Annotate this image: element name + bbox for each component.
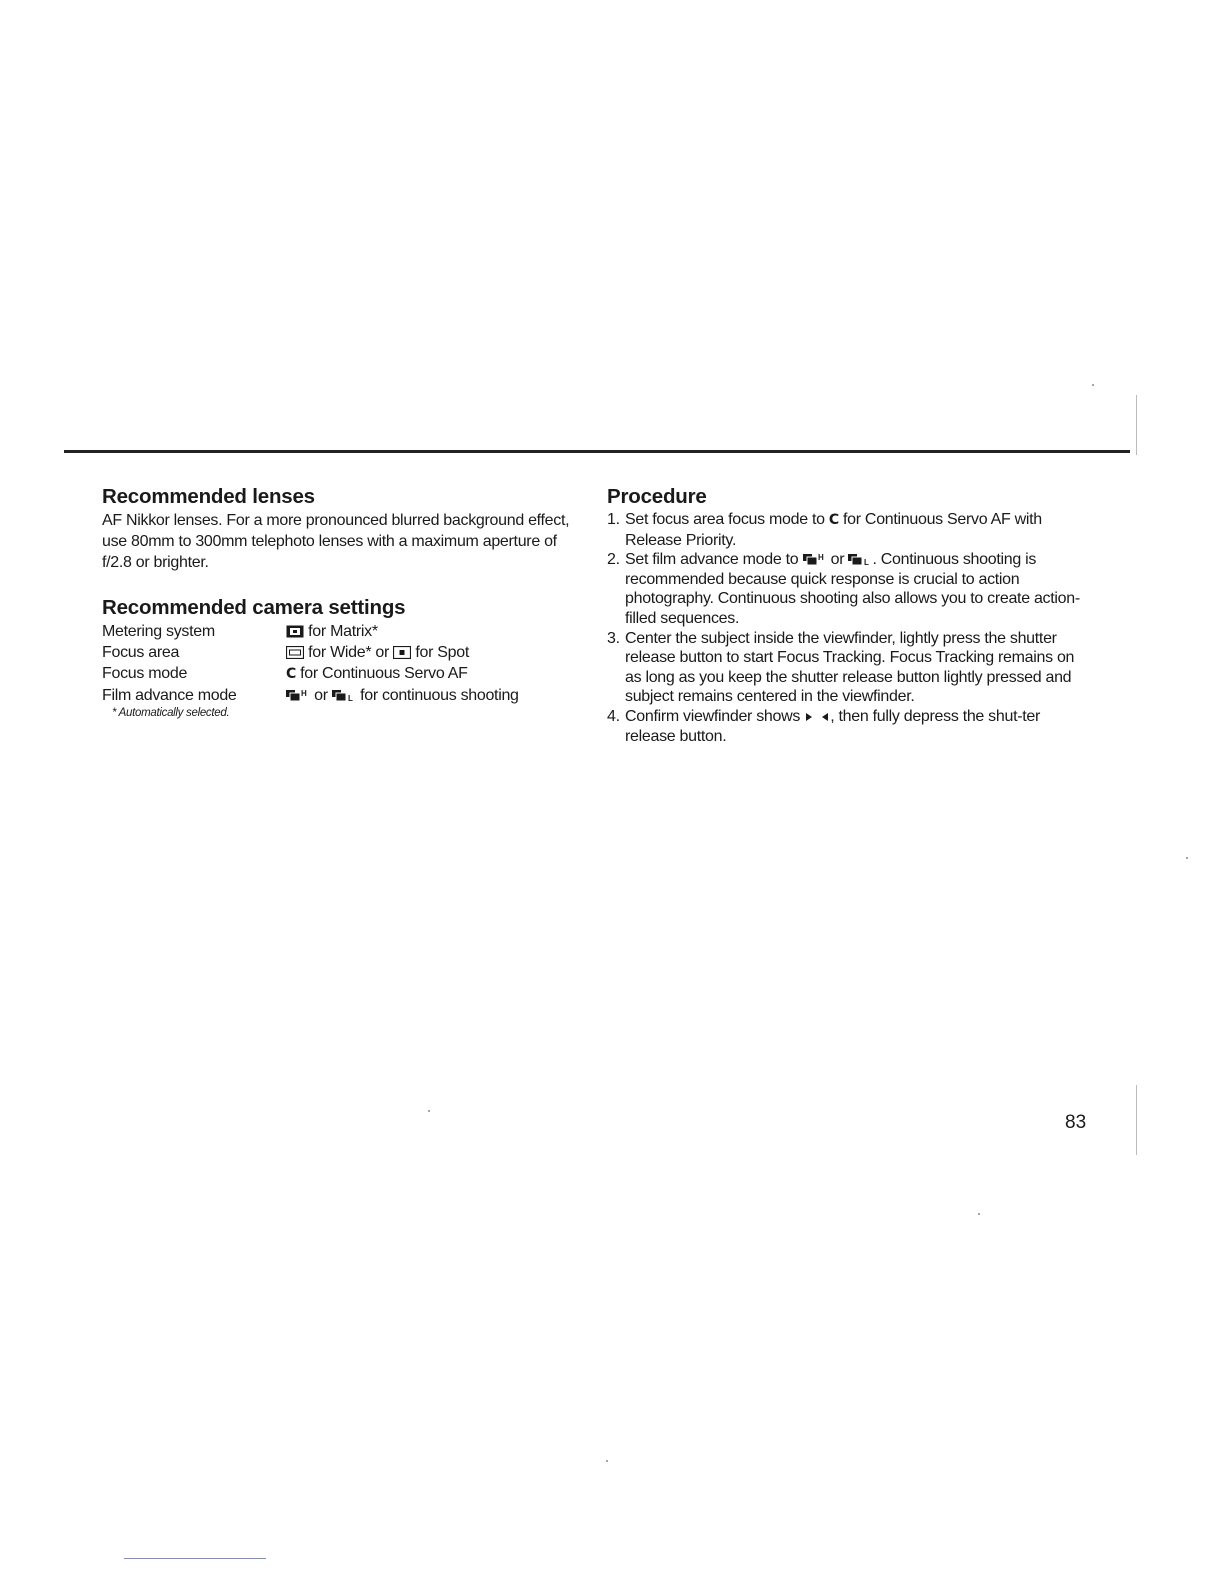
step-number: 4. — [607, 707, 620, 725]
step-2-text-a: Set film advance mode to — [625, 551, 799, 569]
step-2-text-b: or — [830, 551, 845, 569]
svg-text:H: H — [817, 553, 823, 563]
film-advance-value-2: for continuous shooting — [360, 687, 519, 704]
focus-area-label: Focus area — [102, 644, 180, 661]
settings-table — [102, 621, 582, 720]
step-number: 2. — [607, 551, 620, 569]
spot-area-icon — [393, 646, 411, 659]
svg-text:H: H — [301, 689, 307, 698]
focus-mode-value-text: for Continuous Servo AF — [300, 665, 468, 682]
film-advance-value — [286, 685, 582, 706]
continuous-low-icon — [332, 688, 356, 702]
continuous-servo-letter: C — [828, 512, 839, 528]
step-number: 1. — [607, 511, 620, 528]
settings-heading: Recommended camera settings — [102, 596, 406, 619]
procedure-heading: Procedure — [607, 485, 707, 508]
right-column — [607, 484, 1087, 746]
procedure-step-2 — [607, 550, 1087, 628]
metering-value-text: for Matrix* — [308, 623, 378, 640]
focus-mode-label: Focus mode — [102, 665, 188, 682]
metering-label: Metering system — [102, 623, 215, 640]
step-1-text-b: for Continuous Servo AF with Release Priority. — [625, 511, 1042, 549]
lenses-text: AF Nikkor lenses. For a more pronounced blurred background effect, use 80mm to 300mm telephoto lenses with a maximum aperture of f/2.8 or brighter. — [102, 512, 570, 571]
header-rule — [64, 450, 1130, 453]
film-advance-label: Film advance mode — [102, 687, 237, 704]
svg-text:L: L — [347, 694, 353, 702]
procedure-step-4 — [607, 707, 1087, 746]
setting-row-metering — [102, 621, 582, 642]
scan-speck — [1186, 857, 1188, 859]
continuous-servo-letter: C — [286, 666, 296, 682]
step-3-text: Center the subject inside the viewfinder, lightly press the shutter release button to start Focus Tracking. Focus Tracking remains on as long as you keep the shutter release button lightly pressed and subject remains centered in the viewfinder. — [625, 629, 1075, 706]
edge-mark — [1136, 395, 1137, 455]
continuous-low-icon — [848, 552, 872, 566]
edge-mark — [1136, 1085, 1137, 1155]
wide-area-icon — [286, 646, 304, 659]
lenses-heading: Recommended lenses — [102, 485, 315, 508]
svg-text:L: L — [864, 558, 870, 567]
step-1-text-a: Set focus area focus mode to — [625, 511, 825, 528]
procedure-step-1 — [607, 510, 1087, 550]
focus-mode-value — [286, 663, 582, 685]
continuous-high-icon — [803, 552, 827, 566]
scan-speck — [1092, 384, 1094, 386]
matrix-metering-icon — [286, 625, 304, 638]
focus-indicator-icon — [804, 711, 830, 723]
setting-row-focus-area — [102, 642, 582, 663]
scan-speck — [428, 1110, 430, 1112]
continuous-high-icon — [286, 688, 310, 702]
scan-speck — [978, 1213, 980, 1215]
step-4-text-a: Confirm viewfinder shows — [625, 707, 801, 725]
step-number: 3. — [607, 629, 620, 647]
left-column — [102, 484, 582, 720]
procedure-step-3 — [607, 629, 1087, 707]
step-4-text-b: , then fully depress the shut-ter release button. — [625, 707, 1041, 745]
procedure-steps — [607, 510, 1087, 746]
scan-speck — [606, 1460, 608, 1462]
film-advance-value-1: or — [314, 687, 328, 704]
focus-area-value — [286, 642, 582, 663]
setting-row-film-advance — [102, 685, 582, 706]
footnote: * Automatically selected. — [112, 707, 230, 719]
bottom-line — [124, 1558, 266, 1559]
step-2-text-c: . Continuous shooting is recommended because quick response is crucial to action photography. Continuous shooting also allows you to create action-filled sequences. — [625, 551, 1080, 627]
setting-row-focus-mode — [102, 663, 582, 685]
page-number: 83 — [1065, 1112, 1087, 1133]
focus-area-value-2: for Spot — [415, 644, 469, 661]
metering-value — [286, 621, 582, 642]
focus-area-value-1: for Wide* or — [308, 644, 390, 661]
